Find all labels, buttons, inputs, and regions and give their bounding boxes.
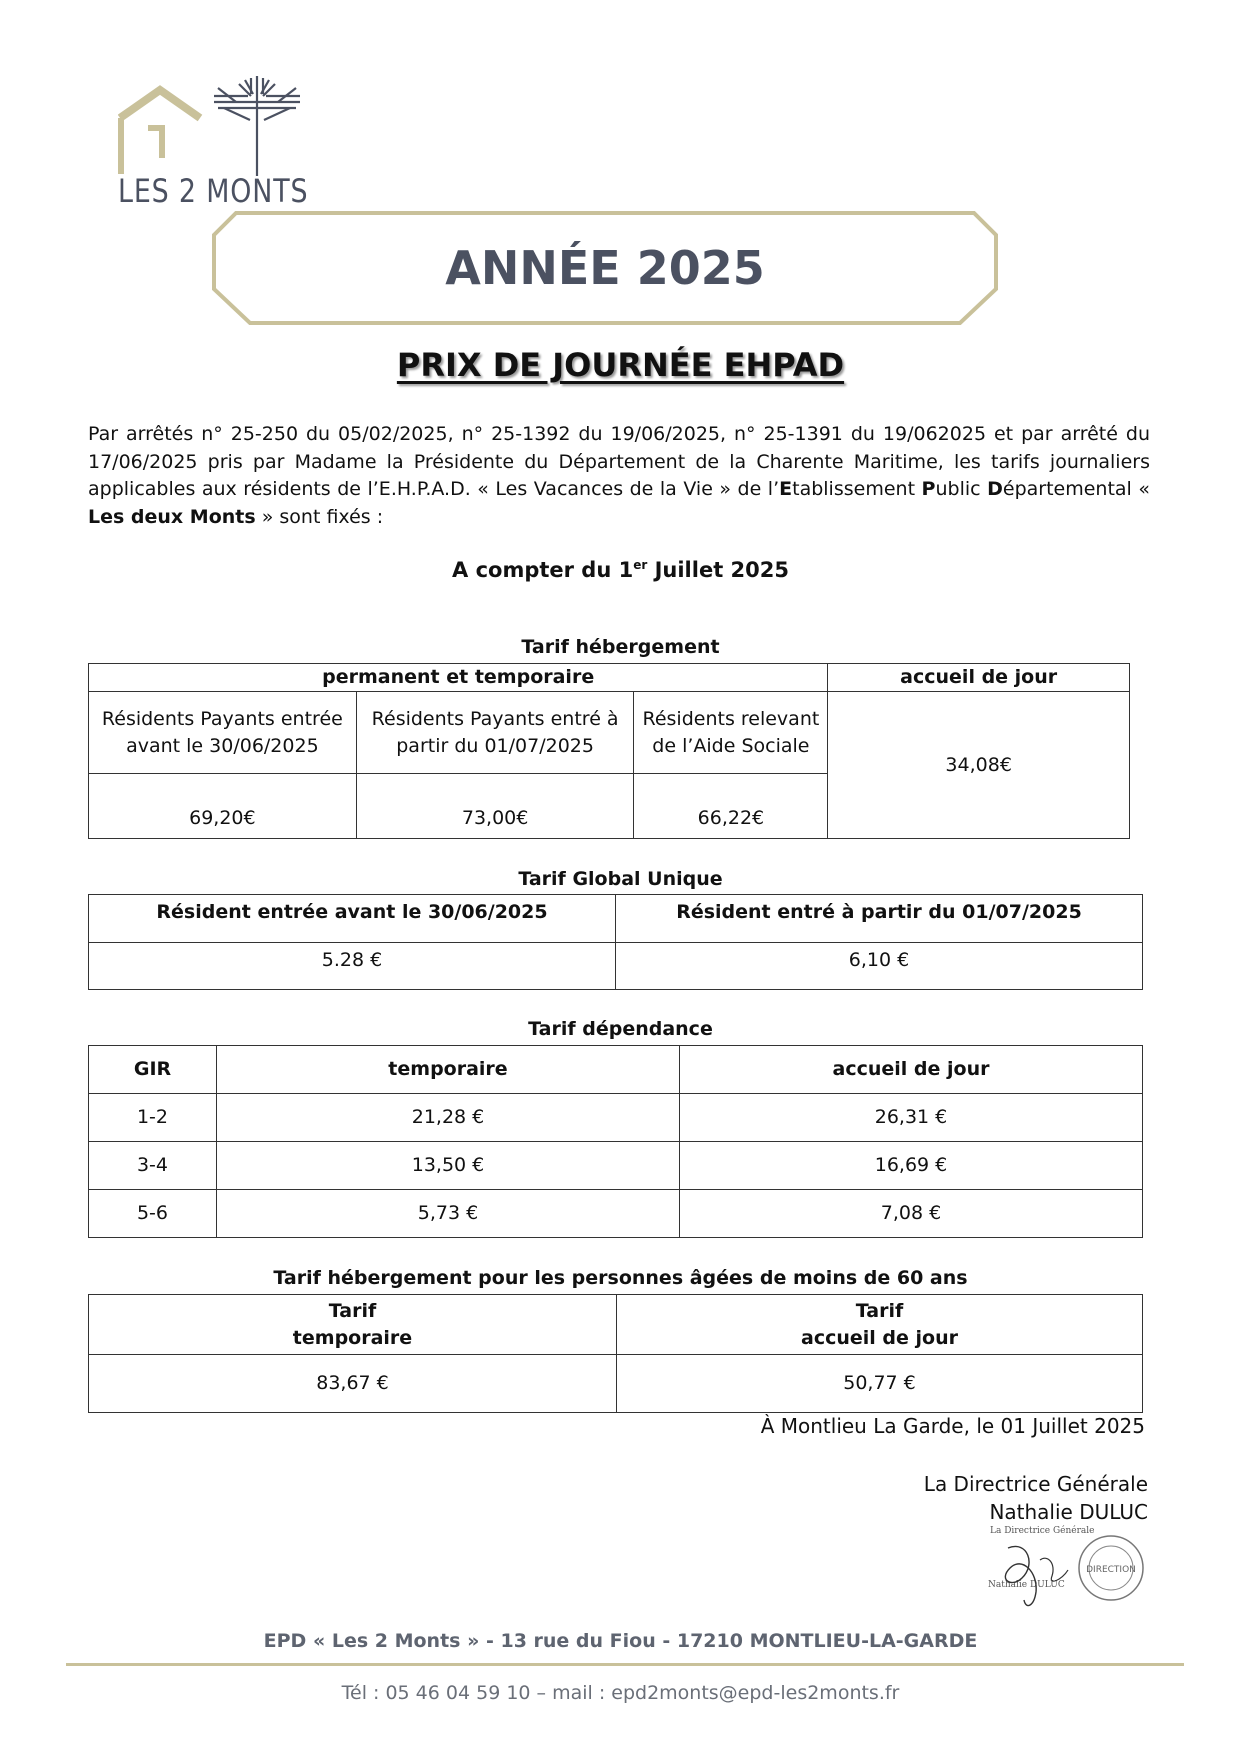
establishment-name: Les deux Monts <box>88 505 256 528</box>
signatory-role: La Directrice Générale <box>923 1472 1148 1496</box>
intro-text: » sont fixés : <box>255 505 384 528</box>
col-tarif-accueil <box>617 1295 1143 1355</box>
stamp-name: Nathalie DULUC <box>988 1580 1065 1590</box>
intro-letter: D <box>987 478 1003 500</box>
accueil-cell: 16,69 € <box>680 1142 1143 1190</box>
intro-text: épartemental « <box>1002 478 1150 500</box>
year-title: ANNÉE 2025 <box>445 241 765 295</box>
col-tarif-label: Tarif <box>855 1299 904 1322</box>
year-banner <box>212 211 998 327</box>
global-table <box>88 894 1143 990</box>
intro-letter: P <box>921 478 936 500</box>
stamp-text: DIRECTION <box>1086 1565 1136 1575</box>
moins60-table <box>88 1294 1143 1413</box>
value-aide-sociale: 66,22€ <box>634 774 828 839</box>
col-tarif-sub: temporaire <box>292 1326 413 1349</box>
col-tarif-temporaire <box>89 1295 617 1355</box>
signatory-name: Nathalie DULUC <box>989 1500 1148 1524</box>
value-tarif-temporaire: 83,67 € <box>89 1355 617 1413</box>
global-title: Tarif Global Unique <box>518 868 723 890</box>
col-residents-apres: Résidents Payants entré à partir du 01/07/2025 <box>356 692 634 774</box>
page-title: PRIX DE JOURNÉE EHPAD <box>396 346 845 384</box>
table-row <box>89 1094 1143 1142</box>
table-row <box>89 1190 1143 1238</box>
intro-paragraph <box>88 421 1150 531</box>
hebergement-table <box>88 663 1130 839</box>
value-tarif-accueil: 50,77 € <box>617 1355 1143 1413</box>
value-resident-avant: 5.28 € <box>89 943 616 990</box>
intro-text: Par arrêtés n° 25-250 du 05/02/2025, n° 25-1392 du 19/06/2025, n° 25-1391 du 19/062025 et par arrêté du 17/06/2025 pris par Madame la Présidente du Département de la Charente Maritime, les tarifs journaliers applicables aux résidents de l’E.H.P.A.D. « Les Vacances de la Vie » de l’ <box>88 423 1150 500</box>
header-permanent: permanent et temporaire <box>89 664 828 692</box>
header-accueil-jour: accueil de jour <box>680 1046 1143 1094</box>
effective-prefix: A compter du 1 <box>452 558 634 582</box>
effective-suffix: Juillet 2025 <box>647 558 789 582</box>
col-resident-apres: Résident entré à partir du 01/07/2025 <box>616 895 1143 943</box>
signature-block <box>800 1470 1148 1526</box>
value-residents-avant: 69,20€ <box>89 774 357 839</box>
table-row <box>89 1142 1143 1190</box>
brand-logo <box>118 76 318 210</box>
dependance-title: Tarif dépendance <box>528 1018 713 1040</box>
temporaire-cell: 21,28 € <box>217 1094 680 1142</box>
col-aide-sociale: Résidents relevant de l’Aide Sociale <box>634 692 828 774</box>
intro-letter: E <box>779 478 793 500</box>
header-gir: GIR <box>89 1046 217 1094</box>
footer-address: EPD « Les 2 Monts » - 13 rue du Fiou - 17210 MONTLIEU-LA-GARDE <box>263 1630 978 1652</box>
accueil-cell: 7,08 € <box>680 1190 1143 1238</box>
col-tarif-sub: accueil de jour <box>801 1326 958 1349</box>
temporaire-cell: 5,73 € <box>217 1190 680 1238</box>
intro-text: tablissement <box>792 478 922 500</box>
value-resident-apres: 6,10 € <box>616 943 1143 990</box>
logo-text: LES 2 MONTS <box>118 172 309 210</box>
place-date: À Montlieu La Garde, le 01 Juillet 2025 <box>760 1414 1145 1438</box>
footer-contact: Tél : 05 46 04 59 10 – mail : epd2monts@epd-les2monts.fr <box>341 1682 900 1704</box>
col-residents-avant: Résidents Payants entrée avant le 30/06/2025 <box>89 692 357 774</box>
gir-cell: 3-4 <box>89 1142 217 1190</box>
header-temporaire: temporaire <box>217 1046 680 1094</box>
value-residents-apres: 73,00€ <box>356 774 634 839</box>
header-accueil-jour: accueil de jour <box>828 664 1130 692</box>
accueil-jour-value: 34,08€ <box>828 692 1130 839</box>
accueil-cell: 26,31 € <box>680 1094 1143 1142</box>
handwritten-signature-icon <box>978 1520 1150 1620</box>
hebergement-title: Tarif hébergement <box>521 636 720 658</box>
col-resident-avant: Résident entrée avant le 30/06/2025 <box>89 895 616 943</box>
dependance-table <box>88 1045 1143 1238</box>
signature-stamp <box>978 1520 1150 1620</box>
effective-date <box>0 558 1241 582</box>
gir-cell: 5-6 <box>89 1190 217 1238</box>
intro-text: ublic <box>935 478 988 500</box>
effective-sup: er <box>633 558 648 572</box>
moins60-title: Tarif hébergement pour les personnes âgées de moins de 60 ans <box>273 1267 968 1289</box>
footer-divider <box>66 1663 1184 1666</box>
stamp-role: La Directrice Générale <box>990 1526 1095 1536</box>
gir-cell: 1-2 <box>89 1094 217 1142</box>
temporaire-cell: 13,50 € <box>217 1142 680 1190</box>
logo-house-tree-icon <box>118 76 318 176</box>
col-tarif-label: Tarif <box>328 1299 377 1322</box>
